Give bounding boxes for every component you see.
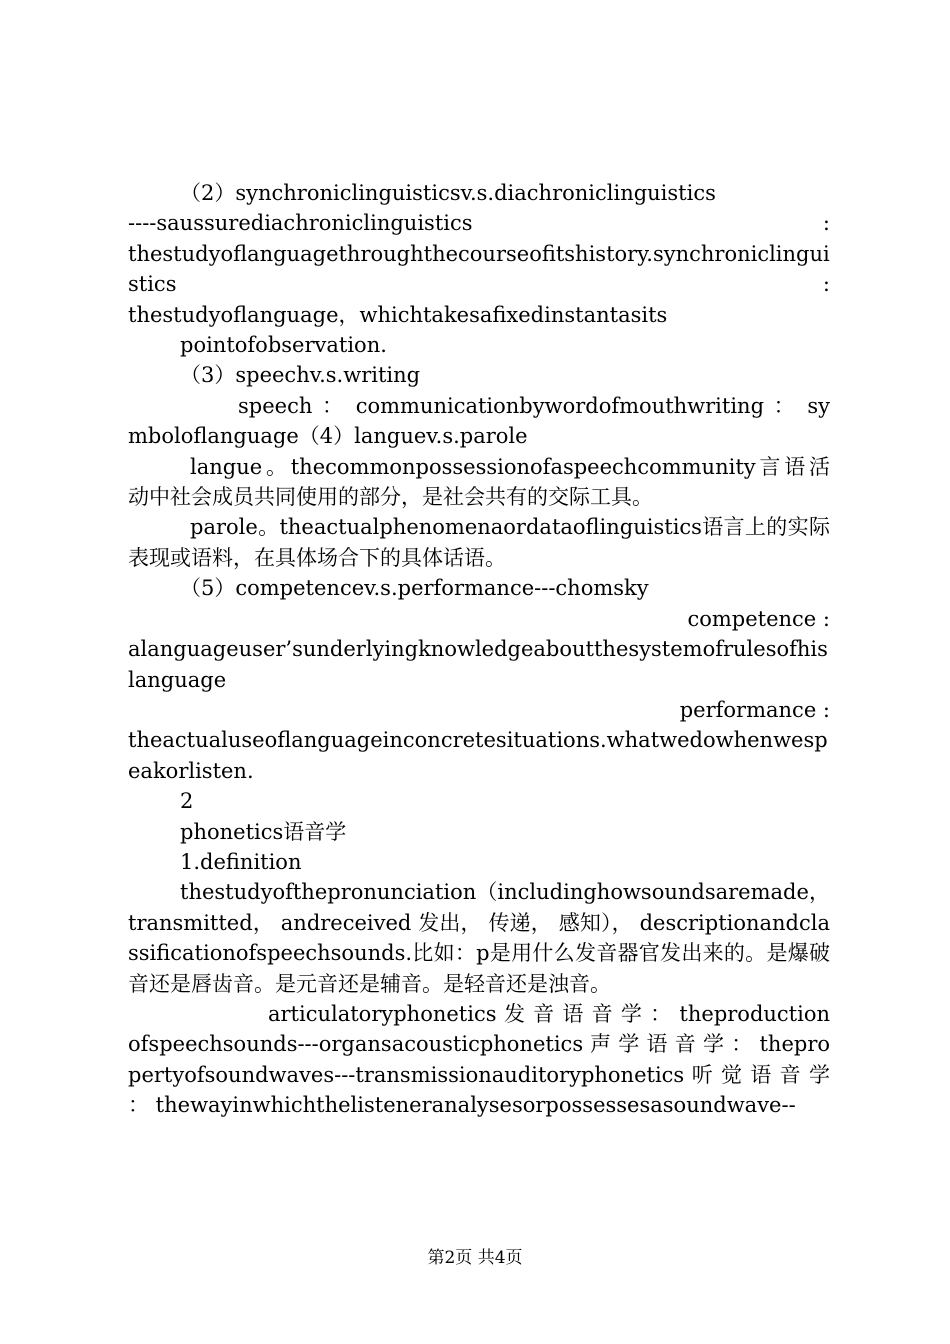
paragraph-competence-definition: alanguageuser’sunderlyingknowledgeaboutthesystemofrulesofhislanguage	[128, 637, 828, 692]
paragraph-synchronic-heading: （2）synchroniclinguisticsv.s.diachroniclinguistics	[180, 181, 716, 205]
section-title-phonetics: phonetics语音学	[180, 819, 347, 844]
section-number: 2	[180, 789, 194, 814]
paragraph-phonetics-definition: thestudyofthepronunciation（includinghowsoundsaremade， transmitted， andreceived 发出， 传递， 感知）， descriptionandclassificationofspeechsounds.比如：p是用什么发音器官发出来的。是爆破音还是唇齿音。是元音还是辅音。是轻音还是浊音。	[128, 880, 830, 996]
paragraph-performance-definition: theactualuseoflanguageinconcretesituations.whatwedowhenwespeakorlisten.	[128, 728, 828, 783]
paragraph-performance-label: performance :	[679, 697, 830, 722]
paragraph-competence-heading: （5）competencev.s.performance---chomsky	[180, 576, 649, 601]
paragraph-langue: langue。thecommonpossessionofaspeechcommunity言语活动中社会成员共同使用的部分，是社会共有的交际工具。	[128, 454, 830, 510]
paragraph-diachronic-definition: thestudyoflanguagethroughthecourseofitshistory.synchroniclinguistics :	[128, 241, 830, 297]
paragraph-point-of-observation: pointofobservation.	[180, 333, 387, 358]
paragraph-speech-definition: speech ： communicationbywordofmouthwriting ： symboloflanguage（4）languev.s.parole	[128, 393, 830, 449]
document-body	[128, 178, 830, 1121]
page-footer: 第2页 共4页	[427, 1248, 523, 1268]
paragraph-parole: parole。theactualphenomenaordataoflinguistics语言上的实际表现或语料，在具体场合下的具体话语。	[128, 515, 830, 570]
paragraph-phonetics-branches: articulatoryphonetics 发 音 语 音 学 ： theproductionofspeechsounds---organsacousticphonetics 声 学 语 音 学 ： thepropertyofsoundwaves---transmissionauditoryphonetics 听 觉 语 音 学 ： thewayinwhichthelisteneranalysesorpossessesasoundwave--	[128, 1001, 830, 1118]
paragraph-speech-writing-heading: （3）speechv.s.writing	[180, 363, 421, 388]
subsection-definition: 1.definition	[180, 849, 302, 874]
paragraph-competence-label: competence :	[687, 606, 830, 631]
paragraph-saussure: ----saussurediachroniclinguistics :	[128, 211, 830, 236]
paragraph-synchronic-definition: thestudyoflanguage，whichtakesafixedinstantasits	[128, 302, 668, 327]
